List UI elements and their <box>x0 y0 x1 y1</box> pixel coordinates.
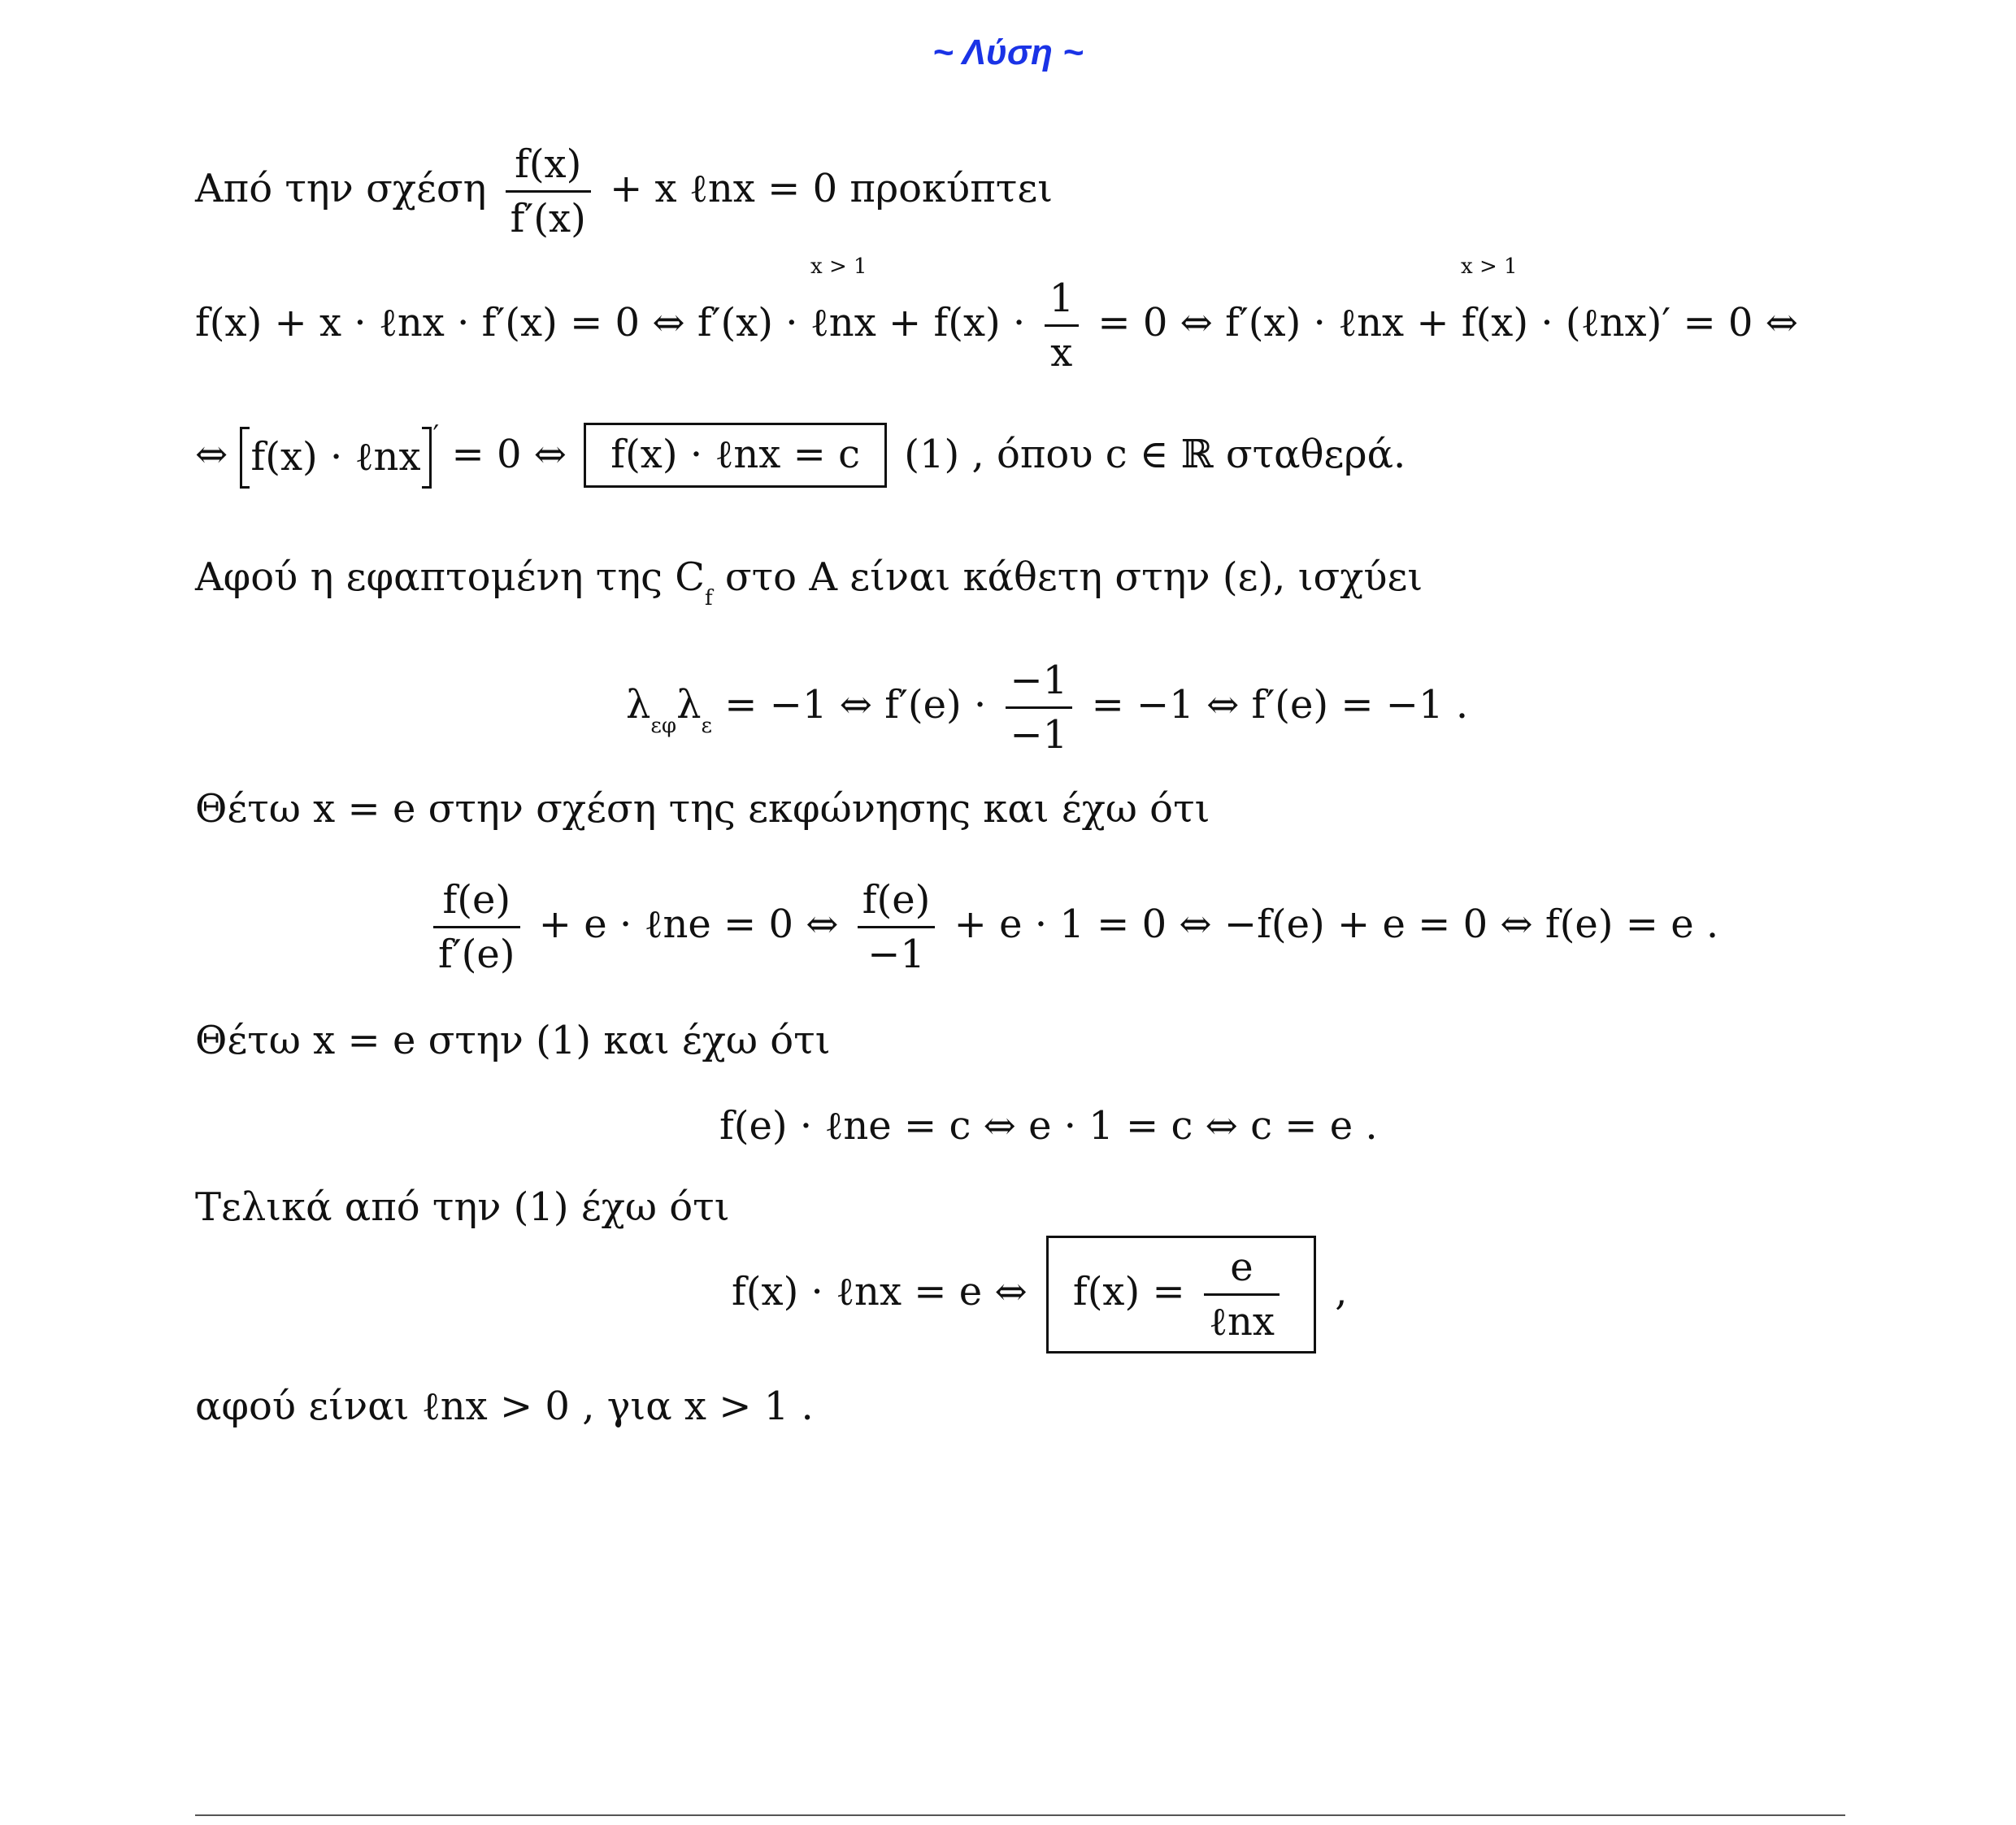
equation-part: f(x) = <box>1072 1269 1185 1314</box>
equation-part: , <box>1335 1269 1348 1314</box>
numerator: −1 <box>1006 654 1073 709</box>
numerator: e <box>1204 1241 1280 1296</box>
line-7 <box>427 874 1718 980</box>
line-5 <box>626 654 1468 761</box>
equation-part: λ <box>626 682 651 728</box>
equation-part: ⇔ <box>195 432 228 477</box>
subscript: ε <box>701 714 713 738</box>
condition-label: x > 1 <box>810 254 867 279</box>
equation-part: ⇔ f′(x) · ℓnx + f(x) · <box>652 300 1026 345</box>
line-8: Θέτω x = e στην (1) και έχω ότι <box>195 1018 831 1063</box>
numerator: f(x) <box>506 138 591 193</box>
prime-mark: ′ <box>432 419 440 452</box>
line-10: Τελικά από την (1) έχω ότι <box>195 1184 730 1230</box>
text: Από την σχέση <box>195 166 487 211</box>
text: + x ℓnx = 0 προκύπτει <box>610 166 1054 211</box>
equation-part: λ <box>676 682 702 728</box>
footer-divider <box>195 1814 1845 1816</box>
equation-part: = 0 <box>1097 300 1168 345</box>
denominator: −1 <box>867 932 925 977</box>
denominator: −1 <box>1010 712 1068 758</box>
boxed-final-result <box>1046 1236 1316 1354</box>
fraction <box>1204 1241 1280 1348</box>
equation-part: + e · ℓne = 0 ⇔ <box>538 902 839 947</box>
equation-part: = 0 ⇔ <box>451 432 567 477</box>
line-1 <box>195 138 1053 245</box>
fraction <box>433 874 520 980</box>
equation-part: = −1 ⇔ f′(e) = −1 . <box>1091 682 1469 728</box>
equation-part: + e · 1 = 0 ⇔ −f(e) + e = 0 ⇔ f(e) = e . <box>954 902 1719 947</box>
implication-with-condition <box>652 254 1026 347</box>
denominator: f′(x) <box>510 196 586 241</box>
line-9: f(e) · ℓne = c ⇔ e · 1 = c ⇔ c = e . <box>719 1103 1378 1149</box>
fraction <box>1045 272 1080 379</box>
subscript: εφ <box>650 714 677 738</box>
denominator: ℓnx <box>1208 1299 1275 1345</box>
line-12: αφού είναι ℓnx > 0 , για x > 1 . <box>195 1384 814 1429</box>
boxed-result: f(x) · ℓnx = c <box>584 423 887 488</box>
numerator: 1 <box>1045 272 1080 327</box>
denominator: f′(e) <box>438 932 515 977</box>
subscript: f <box>704 586 713 611</box>
bracket-group <box>240 429 431 486</box>
fraction <box>506 138 591 245</box>
text: Αφού η εφαπτομένη της C <box>195 554 705 600</box>
equation-part: (1) , όπου c ∈ ℝ σταθερά. <box>904 432 1406 477</box>
text: στο Α είναι κάθετη στην (ε), ισχύει <box>712 554 1423 600</box>
fraction <box>858 874 936 980</box>
equation-part: f(x) + x · ℓnx · f′(x) = 0 <box>195 300 641 345</box>
line-11 <box>732 1236 1347 1354</box>
numerator: f(e) <box>433 874 520 928</box>
equation-part: f(x) · ℓnx = e ⇔ <box>732 1269 1028 1314</box>
line-6: Θέτω x = e στην σχέση της εκφώνησης και έχω ότι <box>195 786 1210 832</box>
equation-part: = −1 ⇔ f′(e) · <box>712 682 987 728</box>
denominator: x <box>1050 330 1073 376</box>
bracket-content: f(x) · ℓnx <box>250 433 421 480</box>
line-2 <box>195 254 1798 379</box>
fraction <box>1006 654 1073 761</box>
numerator: f(e) <box>858 874 936 928</box>
line-3 <box>195 419 1406 488</box>
condition-label: x > 1 <box>1461 254 1518 279</box>
page-title: ~ Λύση ~ <box>932 33 1084 72</box>
equation-part: ⇔ f′(x) · ℓnx + f(x) · (ℓnx)′ = 0 ⇔ <box>1180 300 1798 345</box>
line-4 <box>195 553 1423 611</box>
implication-with-condition <box>1180 254 1798 347</box>
